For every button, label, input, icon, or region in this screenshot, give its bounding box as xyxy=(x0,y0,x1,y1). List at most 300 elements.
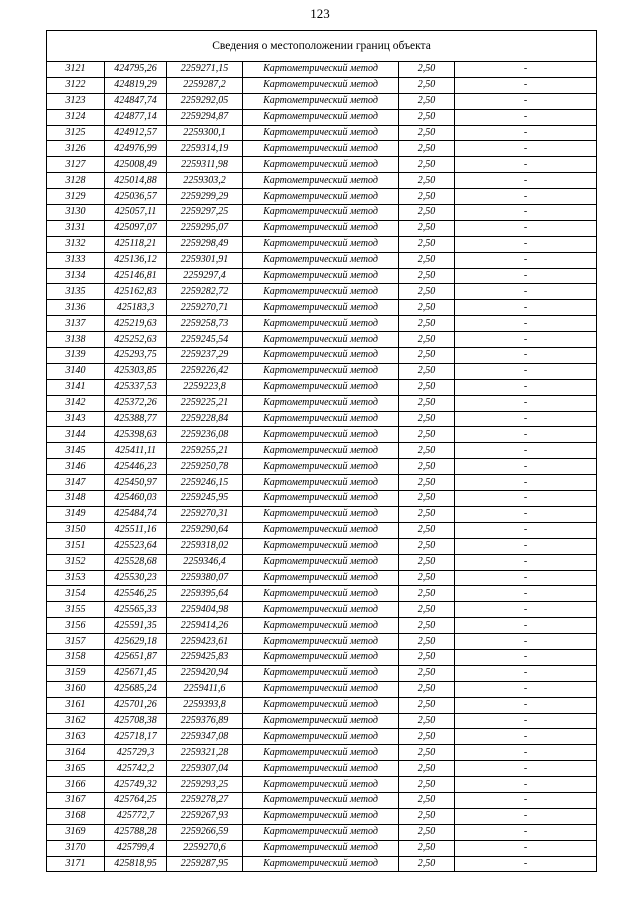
y-coordinate-cell: 2259292,05 xyxy=(167,93,243,109)
accuracy-cell: 2,50 xyxy=(399,538,455,554)
method-cell: Картометрический метод xyxy=(243,379,399,395)
x-coordinate-cell: 425219,63 xyxy=(105,316,167,332)
x-coordinate-cell: 425398,63 xyxy=(105,427,167,443)
description-cell: - xyxy=(455,379,597,395)
method-cell: Картометрический метод xyxy=(243,125,399,141)
x-coordinate-cell: 425118,21 xyxy=(105,236,167,252)
method-cell: Картометрический метод xyxy=(243,634,399,650)
table-row xyxy=(47,681,597,697)
method-cell: Картометрический метод xyxy=(243,491,399,507)
description-cell: - xyxy=(455,411,597,427)
x-coordinate-cell: 425629,18 xyxy=(105,634,167,650)
accuracy-cell: 2,50 xyxy=(399,522,455,538)
method-cell: Картометрический метод xyxy=(243,586,399,602)
x-coordinate-cell: 425293,75 xyxy=(105,348,167,364)
accuracy-cell: 2,50 xyxy=(399,459,455,475)
description-cell: - xyxy=(455,125,597,141)
description-cell: - xyxy=(455,808,597,824)
method-cell: Картометрический метод xyxy=(243,236,399,252)
x-coordinate-cell: 425749,32 xyxy=(105,777,167,793)
method-cell: Картометрический метод xyxy=(243,363,399,379)
method-cell: Картометрический метод xyxy=(243,745,399,761)
description-cell: - xyxy=(455,62,597,78)
description-cell: - xyxy=(455,649,597,665)
y-coordinate-cell: 2259258,73 xyxy=(167,316,243,332)
y-coordinate-cell: 2259226,42 xyxy=(167,363,243,379)
x-coordinate-cell: 425484,74 xyxy=(105,506,167,522)
x-coordinate-cell: 425460,03 xyxy=(105,491,167,507)
method-cell: Картометрический метод xyxy=(243,189,399,205)
y-coordinate-cell: 2259245,95 xyxy=(167,491,243,507)
description-cell: - xyxy=(455,618,597,634)
table-row xyxy=(47,220,597,236)
table-row xyxy=(47,189,597,205)
description-cell: - xyxy=(455,109,597,125)
y-coordinate-cell: 2259307,04 xyxy=(167,761,243,777)
method-cell: Картометрический метод xyxy=(243,395,399,411)
method-cell: Картометрический метод xyxy=(243,570,399,586)
x-coordinate-cell: 425057,11 xyxy=(105,205,167,221)
point-number-cell: 3164 xyxy=(47,745,105,761)
y-coordinate-cell: 2259246,15 xyxy=(167,475,243,491)
description-cell: - xyxy=(455,157,597,173)
x-coordinate-cell: 425818,95 xyxy=(105,856,167,872)
point-number-cell: 3121 xyxy=(47,62,105,78)
table-row xyxy=(47,300,597,316)
description-cell: - xyxy=(455,792,597,808)
point-number-cell: 3148 xyxy=(47,491,105,507)
y-coordinate-cell: 2259270,31 xyxy=(167,506,243,522)
method-cell: Картометрический метод xyxy=(243,697,399,713)
method-cell: Картометрический метод xyxy=(243,109,399,125)
description-cell: - xyxy=(455,443,597,459)
description-cell: - xyxy=(455,856,597,872)
y-coordinate-cell: 2259290,64 xyxy=(167,522,243,538)
table-header-row xyxy=(47,31,597,62)
y-coordinate-cell: 2259287,95 xyxy=(167,856,243,872)
method-cell: Картометрический метод xyxy=(243,777,399,793)
method-cell: Картометрический метод xyxy=(243,220,399,236)
x-coordinate-cell: 425036,57 xyxy=(105,189,167,205)
x-coordinate-cell: 425729,3 xyxy=(105,745,167,761)
table-row xyxy=(47,284,597,300)
method-cell: Картометрический метод xyxy=(243,173,399,189)
table-row xyxy=(47,713,597,729)
accuracy-cell: 2,50 xyxy=(399,268,455,284)
accuracy-cell: 2,50 xyxy=(399,792,455,808)
description-cell: - xyxy=(455,363,597,379)
point-number-cell: 3141 xyxy=(47,379,105,395)
x-coordinate-cell: 425671,45 xyxy=(105,665,167,681)
method-cell: Картометрический метод xyxy=(243,348,399,364)
point-number-cell: 3146 xyxy=(47,459,105,475)
description-cell: - xyxy=(455,189,597,205)
x-coordinate-cell: 425708,38 xyxy=(105,713,167,729)
description-cell: - xyxy=(455,586,597,602)
accuracy-cell: 2,50 xyxy=(399,411,455,427)
method-cell: Картометрический метод xyxy=(243,205,399,221)
table-row xyxy=(47,618,597,634)
description-cell: - xyxy=(455,824,597,840)
method-cell: Картометрический метод xyxy=(243,157,399,173)
table-body xyxy=(47,62,597,872)
method-cell: Картометрический метод xyxy=(243,792,399,808)
x-coordinate-cell: 425097,07 xyxy=(105,220,167,236)
point-number-cell: 3165 xyxy=(47,761,105,777)
method-cell: Картометрический метод xyxy=(243,62,399,78)
point-number-cell: 3157 xyxy=(47,634,105,650)
x-coordinate-cell: 425136,12 xyxy=(105,252,167,268)
point-number-cell: 3123 xyxy=(47,93,105,109)
y-coordinate-cell: 2259423,61 xyxy=(167,634,243,650)
x-coordinate-cell: 425651,87 xyxy=(105,649,167,665)
method-cell: Картометрический метод xyxy=(243,268,399,284)
x-coordinate-cell: 425523,64 xyxy=(105,538,167,554)
y-coordinate-cell: 2259278,27 xyxy=(167,792,243,808)
description-cell: - xyxy=(455,777,597,793)
accuracy-cell: 2,50 xyxy=(399,665,455,681)
accuracy-cell: 2,50 xyxy=(399,602,455,618)
y-coordinate-cell: 2259293,25 xyxy=(167,777,243,793)
accuracy-cell: 2,50 xyxy=(399,379,455,395)
accuracy-cell: 2,50 xyxy=(399,316,455,332)
x-coordinate-cell: 425701,26 xyxy=(105,697,167,713)
point-number-cell: 3159 xyxy=(47,665,105,681)
description-cell: - xyxy=(455,634,597,650)
description-cell: - xyxy=(455,395,597,411)
description-cell: - xyxy=(455,554,597,570)
table-row xyxy=(47,268,597,284)
point-number-cell: 3169 xyxy=(47,824,105,840)
table-row xyxy=(47,316,597,332)
x-coordinate-cell: 425014,88 xyxy=(105,173,167,189)
accuracy-cell: 2,50 xyxy=(399,363,455,379)
description-cell: - xyxy=(455,506,597,522)
accuracy-cell: 2,50 xyxy=(399,681,455,697)
description-cell: - xyxy=(455,284,597,300)
point-number-cell: 3136 xyxy=(47,300,105,316)
y-coordinate-cell: 2259270,71 xyxy=(167,300,243,316)
accuracy-cell: 2,50 xyxy=(399,586,455,602)
point-number-cell: 3138 xyxy=(47,332,105,348)
description-cell: - xyxy=(455,173,597,189)
accuracy-cell: 2,50 xyxy=(399,427,455,443)
description-cell: - xyxy=(455,316,597,332)
point-number-cell: 3149 xyxy=(47,506,105,522)
accuracy-cell: 2,50 xyxy=(399,189,455,205)
y-coordinate-cell: 2259414,26 xyxy=(167,618,243,634)
y-coordinate-cell: 2259380,07 xyxy=(167,570,243,586)
method-cell: Картометрический метод xyxy=(243,554,399,570)
table-row xyxy=(47,157,597,173)
description-cell: - xyxy=(455,761,597,777)
point-number-cell: 3163 xyxy=(47,729,105,745)
point-number-cell: 3168 xyxy=(47,808,105,824)
accuracy-cell: 2,50 xyxy=(399,236,455,252)
accuracy-cell: 2,50 xyxy=(399,729,455,745)
page-number: 123 xyxy=(310,6,330,21)
table-row xyxy=(47,348,597,364)
method-cell: Картометрический метод xyxy=(243,729,399,745)
description-cell: - xyxy=(455,459,597,475)
table-row xyxy=(47,395,597,411)
x-coordinate-cell: 424976,99 xyxy=(105,141,167,157)
accuracy-cell: 2,50 xyxy=(399,141,455,157)
table-row xyxy=(47,570,597,586)
point-number-cell: 3158 xyxy=(47,649,105,665)
point-number-cell: 3131 xyxy=(47,220,105,236)
point-number-cell: 3142 xyxy=(47,395,105,411)
method-cell: Картометрический метод xyxy=(243,93,399,109)
accuracy-cell: 2,50 xyxy=(399,824,455,840)
accuracy-cell: 2,50 xyxy=(399,93,455,109)
table-row xyxy=(47,634,597,650)
x-coordinate-cell: 424847,74 xyxy=(105,93,167,109)
table-row xyxy=(47,125,597,141)
point-number-cell: 3128 xyxy=(47,173,105,189)
point-number-cell: 3150 xyxy=(47,522,105,538)
point-number-cell: 3170 xyxy=(47,840,105,856)
x-coordinate-cell: 425303,85 xyxy=(105,363,167,379)
x-coordinate-cell: 424819,29 xyxy=(105,77,167,93)
description-cell: - xyxy=(455,538,597,554)
accuracy-cell: 2,50 xyxy=(399,808,455,824)
accuracy-cell: 2,50 xyxy=(399,570,455,586)
x-coordinate-cell: 425799,4 xyxy=(105,840,167,856)
method-cell: Картометрический метод xyxy=(243,761,399,777)
x-coordinate-cell: 425742,2 xyxy=(105,761,167,777)
accuracy-cell: 2,50 xyxy=(399,697,455,713)
y-coordinate-cell: 2259297,4 xyxy=(167,268,243,284)
point-number-cell: 3166 xyxy=(47,777,105,793)
x-coordinate-cell: 425446,23 xyxy=(105,459,167,475)
description-cell: - xyxy=(455,141,597,157)
point-number-cell: 3140 xyxy=(47,363,105,379)
x-coordinate-cell: 425565,33 xyxy=(105,602,167,618)
table-row xyxy=(47,792,597,808)
y-coordinate-cell: 2259300,1 xyxy=(167,125,243,141)
accuracy-cell: 2,50 xyxy=(399,252,455,268)
table-row xyxy=(47,665,597,681)
y-coordinate-cell: 2259266,59 xyxy=(167,824,243,840)
y-coordinate-cell: 2259321,28 xyxy=(167,745,243,761)
point-number-cell: 3156 xyxy=(47,618,105,634)
accuracy-cell: 2,50 xyxy=(399,125,455,141)
description-cell: - xyxy=(455,602,597,618)
accuracy-cell: 2,50 xyxy=(399,77,455,93)
method-cell: Картометрический метод xyxy=(243,475,399,491)
point-number-cell: 3144 xyxy=(47,427,105,443)
point-number-cell: 3155 xyxy=(47,602,105,618)
accuracy-cell: 2,50 xyxy=(399,649,455,665)
point-number-cell: 3122 xyxy=(47,77,105,93)
table-row xyxy=(47,411,597,427)
accuracy-cell: 2,50 xyxy=(399,443,455,459)
method-cell: Картометрический метод xyxy=(243,649,399,665)
description-cell: - xyxy=(455,522,597,538)
description-cell: - xyxy=(455,236,597,252)
y-coordinate-cell: 2259236,08 xyxy=(167,427,243,443)
y-coordinate-cell: 2259271,15 xyxy=(167,62,243,78)
accuracy-cell: 2,50 xyxy=(399,777,455,793)
y-coordinate-cell: 2259347,08 xyxy=(167,729,243,745)
point-number-cell: 3171 xyxy=(47,856,105,872)
table-row xyxy=(47,77,597,93)
y-coordinate-cell: 2259255,21 xyxy=(167,443,243,459)
description-cell: - xyxy=(455,681,597,697)
accuracy-cell: 2,50 xyxy=(399,395,455,411)
table-title: Сведения о местоположении границ объекта xyxy=(47,31,597,62)
x-coordinate-cell: 425718,17 xyxy=(105,729,167,745)
y-coordinate-cell: 2259225,21 xyxy=(167,395,243,411)
table-row xyxy=(47,459,597,475)
method-cell: Картометрический метод xyxy=(243,840,399,856)
accuracy-cell: 2,50 xyxy=(399,348,455,364)
x-coordinate-cell: 424912,57 xyxy=(105,125,167,141)
table-row xyxy=(47,475,597,491)
y-coordinate-cell: 2259393,8 xyxy=(167,697,243,713)
point-number-cell: 3129 xyxy=(47,189,105,205)
y-coordinate-cell: 2259245,54 xyxy=(167,332,243,348)
table-row xyxy=(47,427,597,443)
y-coordinate-cell: 2259376,89 xyxy=(167,713,243,729)
accuracy-cell: 2,50 xyxy=(399,300,455,316)
x-coordinate-cell: 425530,23 xyxy=(105,570,167,586)
description-cell: - xyxy=(455,220,597,236)
accuracy-cell: 2,50 xyxy=(399,554,455,570)
accuracy-cell: 2,50 xyxy=(399,332,455,348)
y-coordinate-cell: 2259267,93 xyxy=(167,808,243,824)
point-number-cell: 3147 xyxy=(47,475,105,491)
accuracy-cell: 2,50 xyxy=(399,109,455,125)
method-cell: Картометрический метод xyxy=(243,300,399,316)
x-coordinate-cell: 425788,28 xyxy=(105,824,167,840)
x-coordinate-cell: 425183,3 xyxy=(105,300,167,316)
method-cell: Картометрический метод xyxy=(243,681,399,697)
point-number-cell: 3153 xyxy=(47,570,105,586)
description-cell: - xyxy=(455,745,597,761)
y-coordinate-cell: 2259298,49 xyxy=(167,236,243,252)
table-row xyxy=(47,252,597,268)
accuracy-cell: 2,50 xyxy=(399,856,455,872)
point-number-cell: 3127 xyxy=(47,157,105,173)
y-coordinate-cell: 2259250,78 xyxy=(167,459,243,475)
accuracy-cell: 2,50 xyxy=(399,761,455,777)
table-row xyxy=(47,491,597,507)
point-number-cell: 3145 xyxy=(47,443,105,459)
method-cell: Картометрический метод xyxy=(243,824,399,840)
y-coordinate-cell: 2259346,4 xyxy=(167,554,243,570)
point-number-cell: 3139 xyxy=(47,348,105,364)
y-coordinate-cell: 2259404,98 xyxy=(167,602,243,618)
point-number-cell: 3137 xyxy=(47,316,105,332)
point-number-cell: 3126 xyxy=(47,141,105,157)
x-coordinate-cell: 425511,16 xyxy=(105,522,167,538)
accuracy-cell: 2,50 xyxy=(399,618,455,634)
description-cell: - xyxy=(455,205,597,221)
point-number-cell: 3151 xyxy=(47,538,105,554)
x-coordinate-cell: 425146,81 xyxy=(105,268,167,284)
table-row xyxy=(47,93,597,109)
table-row xyxy=(47,363,597,379)
method-cell: Картометрический метод xyxy=(243,141,399,157)
table-row xyxy=(47,141,597,157)
accuracy-cell: 2,50 xyxy=(399,157,455,173)
method-cell: Картометрический метод xyxy=(243,522,399,538)
point-number-cell: 3125 xyxy=(47,125,105,141)
description-cell: - xyxy=(455,77,597,93)
accuracy-cell: 2,50 xyxy=(399,713,455,729)
method-cell: Картометрический метод xyxy=(243,411,399,427)
description-cell: - xyxy=(455,840,597,856)
accuracy-cell: 2,50 xyxy=(399,173,455,189)
y-coordinate-cell: 2259228,84 xyxy=(167,411,243,427)
description-cell: - xyxy=(455,475,597,491)
accuracy-cell: 2,50 xyxy=(399,475,455,491)
y-coordinate-cell: 2259295,07 xyxy=(167,220,243,236)
method-cell: Картометрический метод xyxy=(243,252,399,268)
y-coordinate-cell: 2259411,6 xyxy=(167,681,243,697)
boundary-coordinates-table xyxy=(46,30,597,872)
table-row xyxy=(47,745,597,761)
table-row xyxy=(47,443,597,459)
description-cell: - xyxy=(455,665,597,681)
method-cell: Картометрический метод xyxy=(243,332,399,348)
x-coordinate-cell: 425411,11 xyxy=(105,443,167,459)
method-cell: Картометрический метод xyxy=(243,856,399,872)
y-coordinate-cell: 2259303,2 xyxy=(167,173,243,189)
point-number-cell: 3161 xyxy=(47,697,105,713)
method-cell: Картометрический метод xyxy=(243,713,399,729)
accuracy-cell: 2,50 xyxy=(399,745,455,761)
y-coordinate-cell: 2259297,25 xyxy=(167,205,243,221)
x-coordinate-cell: 425450,97 xyxy=(105,475,167,491)
method-cell: Картометрический метод xyxy=(243,602,399,618)
point-number-cell: 3124 xyxy=(47,109,105,125)
y-coordinate-cell: 2259311,98 xyxy=(167,157,243,173)
y-coordinate-cell: 2259425,83 xyxy=(167,649,243,665)
description-cell: - xyxy=(455,268,597,284)
y-coordinate-cell: 2259287,2 xyxy=(167,77,243,93)
x-coordinate-cell: 425685,24 xyxy=(105,681,167,697)
table-row xyxy=(47,808,597,824)
table-row xyxy=(47,697,597,713)
accuracy-cell: 2,50 xyxy=(399,634,455,650)
point-number-cell: 3132 xyxy=(47,236,105,252)
table-row xyxy=(47,62,597,78)
table-row xyxy=(47,538,597,554)
description-cell: - xyxy=(455,729,597,745)
point-number-cell: 3135 xyxy=(47,284,105,300)
y-coordinate-cell: 2259237,29 xyxy=(167,348,243,364)
method-cell: Картометрический метод xyxy=(243,618,399,634)
point-number-cell: 3162 xyxy=(47,713,105,729)
x-coordinate-cell: 425337,53 xyxy=(105,379,167,395)
accuracy-cell: 2,50 xyxy=(399,205,455,221)
x-coordinate-cell: 425546,25 xyxy=(105,586,167,602)
method-cell: Картометрический метод xyxy=(243,459,399,475)
method-cell: Картометрический метод xyxy=(243,77,399,93)
table-row xyxy=(47,824,597,840)
accuracy-cell: 2,50 xyxy=(399,491,455,507)
method-cell: Картометрический метод xyxy=(243,665,399,681)
table-row xyxy=(47,522,597,538)
method-cell: Картометрический метод xyxy=(243,506,399,522)
description-cell: - xyxy=(455,332,597,348)
y-coordinate-cell: 2259318,02 xyxy=(167,538,243,554)
point-number-cell: 3154 xyxy=(47,586,105,602)
table-row xyxy=(47,236,597,252)
